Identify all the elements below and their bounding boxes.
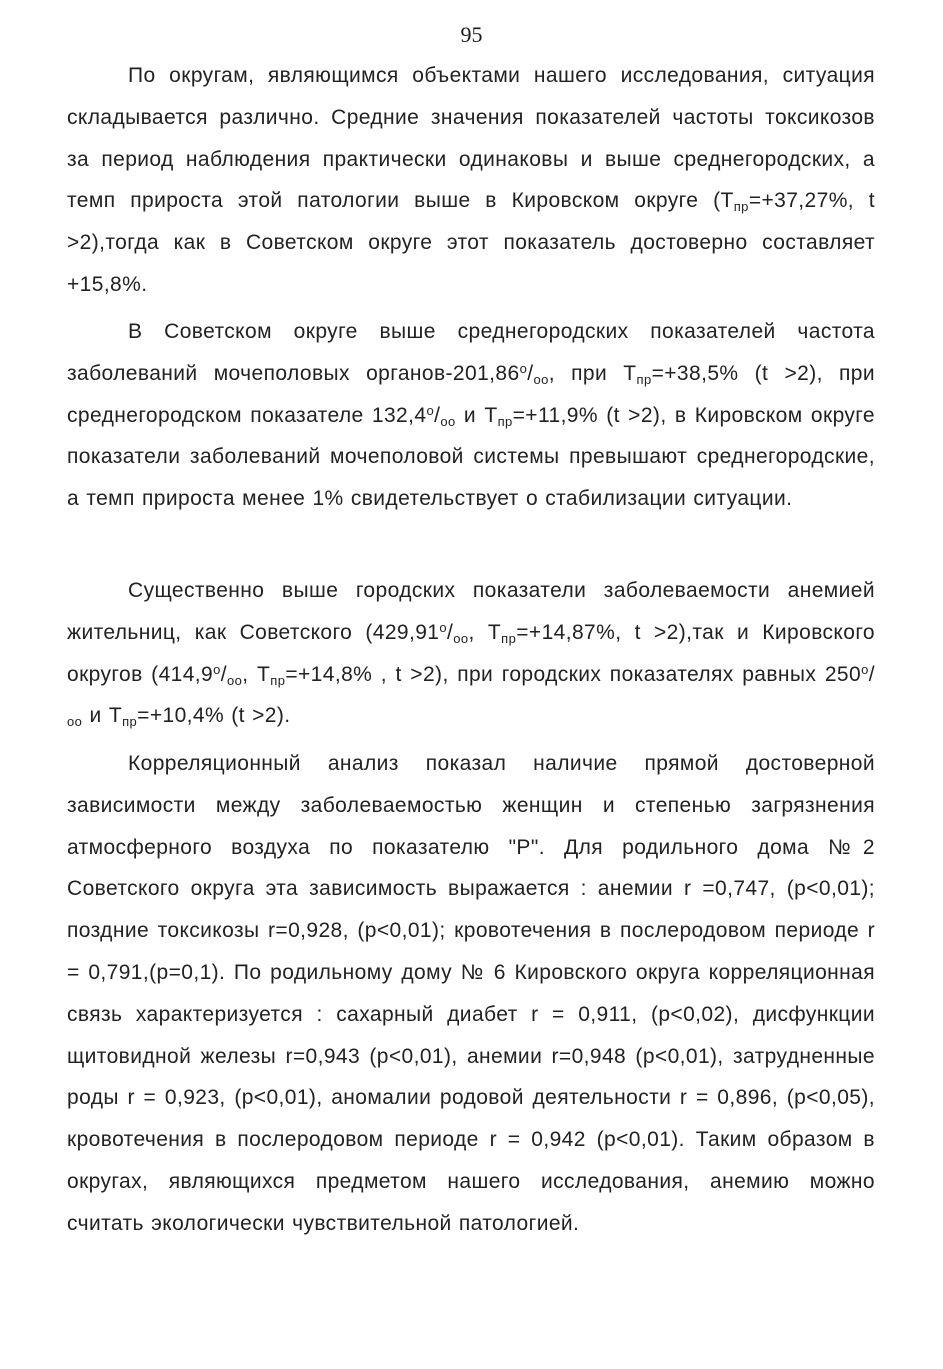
subscript: оо xyxy=(227,672,243,688)
paragraph-correlation xyxy=(67,743,875,1245)
paragraph-correlation-text: Корреляционный анализ показал наличие прямой достоверной зависимости между заболеваемостью женщин и степенью загрязнения атмосферного воздуха по показателю "Р". Для родильного дома №2 Советского округа эта зависимость выражается : анемии r =0,747, (p<0,01); поздние токсикозы r=0,928, (p<0,01); кровотечения в послеродовом периоде r = 0,791,(p=0,1). По родильному дому № 6 Кировского округа корреляционная связь характеризуется : сахарный диабет r = 0,911, (p<0,02), дисфункции щитовидной железы r=0,943 (p<0,01), анемии r=0,948 (p<0,01), затрудненные роды r = 0,923, (p<0,01), аномалии родовой деятельности r = 0,896, (p<0,05), кровотечения в послеродовом периоде r = 0,942 (p<0,01). Таким образом в округах, являющихся предметом нашего исследования, анемию можно считать экологически чувствительной патологией. xyxy=(67,752,875,1235)
paragraph-anemia-text xyxy=(67,570,875,737)
text-run: =+38,5% (t >2), при среднегородском показателе 132,4 xyxy=(67,361,875,427)
text-run: В Советском округе выше среднегородских показателей частота заболеваний мочеполовых органов-201,86 xyxy=(67,320,875,385)
text-run: / xyxy=(447,620,454,644)
subscript: оо xyxy=(440,413,456,429)
text-run: =+37,27%, t >2),тогда как в Советском округе этот показатель достоверно составляет +15,8%. xyxy=(67,189,875,296)
superscript: о xyxy=(861,661,869,677)
text-run: Существенно выше городских показатели заболеваемости анемией жительниц, как Советского (429,91 xyxy=(67,579,875,644)
text-run: =+14,87%, t >2),так и Кировского округов (414,9 xyxy=(67,620,875,686)
paragraph-urogenital xyxy=(67,311,875,520)
text-run: =+10,4% (t >2). xyxy=(137,704,291,728)
subscript: пр xyxy=(270,672,286,688)
text-run: =+14,8% , t >2), при городских показателях равных 250 xyxy=(285,662,862,686)
paragraph-urogenital-text xyxy=(67,311,875,520)
text-run: / xyxy=(434,403,441,427)
paragraph-toxicosis-text xyxy=(67,55,875,306)
text-run: , Т xyxy=(242,662,271,686)
subscript: пр xyxy=(497,413,513,429)
text-run: =+11,9% (t >2), в Кировском округе показатели заболеваний мочеполовой системы превышают среднегородские, а темп прироста менее 1% свидетельствует о стабилизации ситуации. xyxy=(67,403,875,511)
superscript: о xyxy=(426,402,435,418)
text-run: / xyxy=(868,662,875,686)
subscript: пр xyxy=(501,630,517,646)
text-run: и Т xyxy=(82,704,123,728)
text-run: , при Т xyxy=(548,361,637,385)
subscript: оо xyxy=(453,630,469,646)
subscript: пр xyxy=(636,371,652,387)
text-run: , Т xyxy=(468,620,502,644)
subscript: пр xyxy=(733,199,749,215)
subscript: пр xyxy=(122,714,138,730)
superscript: о xyxy=(519,360,528,376)
text-run: По округам, являющимся объектами нашего исследования, ситуация складывается различно. Средние значения показателей частоты токсикозов за период наблюдения практически одинаковы и выше среднегородских, а темп прироста этой патологии выше в Кировском округе (Т xyxy=(67,64,875,213)
subscript: оо xyxy=(67,714,83,730)
text-run: и Т xyxy=(455,403,498,427)
paragraph-toxicosis xyxy=(67,55,875,306)
text-run: / xyxy=(220,662,228,686)
page-number: 95 xyxy=(460,22,483,47)
superscript: о xyxy=(213,661,221,677)
superscript: о xyxy=(439,619,448,635)
subscript: оо xyxy=(533,371,549,387)
text-run: / xyxy=(527,361,534,385)
paragraph-anemia xyxy=(67,570,875,737)
